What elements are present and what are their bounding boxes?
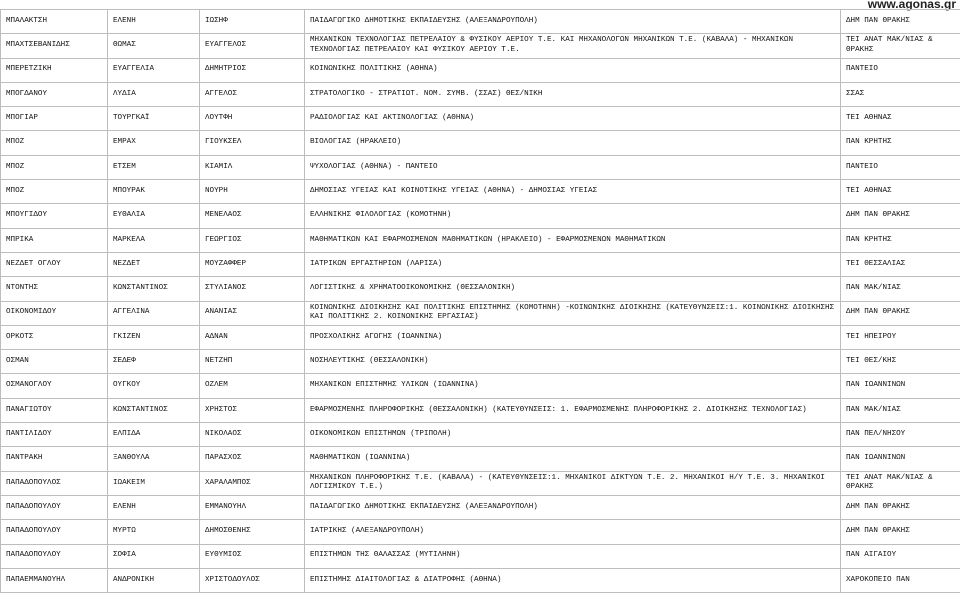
table-row [1,155,960,179]
department-cell: ΙΑΤΡΙΚΗΣ (ΑΛΕΞΑΝΔΡΟΥΠΟΛΗ) [305,520,841,544]
father-name-cell: ΜΕΝΕΛΑΟΣ [200,204,305,228]
first-name-cell: ΓΚΙΖΕΝ [108,325,200,349]
results-table [0,9,960,593]
father-name-cell: ΠΑΡΑΣΧΟΣ [200,447,305,471]
institution-cell: ΠΑΝ ΙΩΑΝΝΙΝΩΝ [841,374,960,398]
surname-cell: ΜΠΑΛΑΚΤΣΗ [1,10,108,34]
surname-cell: ΠΑΠΑΔΟΠΟΥΛΟΥ [1,495,108,519]
department-cell: ΠΑΙΔΑΓΩΓΙΚΟ ΔΗΜΟΤΙΚΗΣ ΕΚΠΑΙΔΕΥΣΗΣ (ΑΛΕΞΑΝΔΡΟΥΠΟΛΗ) [305,495,841,519]
table-row [1,228,960,252]
first-name-cell: ΕΥΑΓΓΕΛΙΑ [108,58,200,82]
table-row [1,277,960,301]
surname-cell: ΟΡΚΟΤΣ [1,325,108,349]
department-cell: ΝΟΣΗΛΕΥΤΙΚΗΣ (ΘΕΣΣΑΛΟΝΙΚΗ) [305,350,841,374]
institution-cell: ΠΑΝ ΠΕΛ/ΝΗΣΟΥ [841,423,960,447]
institution-cell: ΤΕΙ ΑΝΑΤ ΜΑΚ/ΝΙΑΣ & ΘΡΑΚΗΣ [841,471,960,495]
father-name-cell: ΝΕΤΖΗΠ [200,350,305,374]
table-row [1,180,960,204]
father-name-cell: ΚΙΑΜΙΛ [200,155,305,179]
department-cell: ΛΟΓΙΣΤΙΚΗΣ & ΧΡΗΜΑΤΟΟΙΚΟΝΟΜΙΚΗΣ (ΘΕΣΣΑΛΟΝΙΚΗ) [305,277,841,301]
father-name-cell: ΕΥΘΥΜΙΟΣ [200,544,305,568]
father-name-cell: ΓΙΟΥΚΣΕΛ [200,131,305,155]
department-cell: ΕΠΙΣΤΗΜΗΣ ΔΙΑΙΤΟΛΟΓΙΑΣ & ΔΙΑΤΡΟΦΗΣ (ΑΘΗΝΑ) [305,568,841,592]
father-name-cell: ΕΜΜΑΝΟΥΗΛ [200,495,305,519]
table-row [1,471,960,495]
department-cell: ΜΗΧΑΝΙΚΩΝ ΤΕΧΝΟΛΟΓΙΑΣ ΠΕΤΡΕΛΑΙΟΥ & ΦΥΣΙΚΟΥ ΑΕΡΙΟΥ Τ.Ε. ΚΑΙ ΜΗΧΑΝΟΛΟΓΩΝ ΜΗΧΑΝΙΚΩΝ Τ.Ε. (ΚΑΒΑΛΑ) - ΜΗΧΑΝΙΚΩΝ ΤΕΧΝΟΛΟΓΙΑΣ ΠΕΤΡΕΛΑΙΟΥ ΚΑΙ ΦΥΣΙΚΟΥ ΑΕΡΙΟΥ Τ.Ε. [305,34,841,58]
department-cell: ΒΙΟΛΟΓΙΑΣ (ΗΡΑΚΛΕΙΟ) [305,131,841,155]
table-row [1,58,960,82]
father-name-cell: ΔΗΜΗΤΡΙΟΣ [200,58,305,82]
department-cell: ΕΦΑΡΜΟΣΜΕΝΗΣ ΠΛΗΡΟΦΟΡΙΚΗΣ (ΘΕΣΣΑΛΟΝΙΚΗ) (ΚΑΤΕΥΘΥΝΣΕΙΣ: 1. ΕΦΑΡΜΟΣΜΕΝΗΣ ΠΛΗΡΟΦΟΡΙΚΗΣ 2. ΔΙΟΙΚΗΣΗΣ ΤΕΧΝΟΛΟΓΙΑΣ) [305,398,841,422]
institution-cell: ΠΑΝ ΙΩΑΝΝΙΝΩΝ [841,447,960,471]
table-row [1,34,960,58]
first-name-cell: ΣΕΔΕΦ [108,350,200,374]
institution-cell: ΤΕΙ ΘΕΣΣΑΛΙΑΣ [841,252,960,276]
department-cell: ΣΤΡΑΤΟΛΟΓΙΚΟ - ΣΤΡΑΤΙΩΤ. ΝΟΜ. ΣΥΜΒ. (ΣΣΑΣ) ΘΕΣ/ΝΙΚΗ [305,82,841,106]
father-name-cell: ΑΝΑΝΙΑΣ [200,301,305,325]
first-name-cell: ΕΛΠΙΔΑ [108,423,200,447]
first-name-cell: ΜΥΡΤΩ [108,520,200,544]
institution-cell: ΠΑΝ ΚΡΗΤΗΣ [841,131,960,155]
table-row [1,374,960,398]
surname-cell: ΝΤΟΝΤΗΣ [1,277,108,301]
institution-cell: ΠΑΝ ΜΑΚ/ΝΙΑΣ [841,277,960,301]
department-cell: ΕΠΙΣΤΗΜΩΝ ΤΗΣ ΘΑΛΑΣΣΑΣ (ΜΥΤΙΛΗΝΗ) [305,544,841,568]
institution-cell: ΤΕΙ ΗΠΕΙΡΟΥ [841,325,960,349]
institution-cell: ΔΗΜ ΠΑΝ ΘΡΑΚΗΣ [841,10,960,34]
institution-cell: ΤΕΙ ΑΘΗΝΑΣ [841,180,960,204]
first-name-cell: ΛΥΔΙΑ [108,82,200,106]
table-row [1,350,960,374]
first-name-cell: ΜΑΡΚΕΛΑ [108,228,200,252]
department-cell: ΔΗΜΟΣΙΑΣ ΥΓΕΙΑΣ ΚΑΙ ΚΟΙΝΟΤΙΚΗΣ ΥΓΕΙΑΣ (ΑΘΗΝΑ) - ΔΗΜΟΣΙΑΣ ΥΓΕΙΑΣ [305,180,841,204]
father-name-cell: ΟΖΛΕΜ [200,374,305,398]
table-row [1,10,960,34]
father-name-cell: ΧΡΙΣΤΟΔΟΥΛΟΣ [200,568,305,592]
department-cell: ΜΑΘΗΜΑΤΙΚΩΝ ΚΑΙ ΕΦΑΡΜΟΣΜΕΝΩΝ ΜΑΘΗΜΑΤΙΚΩΝ (ΗΡΑΚΛΕΙΟ) - ΕΦΑΡΜΟΣΜΕΝΩΝ ΜΑΘΗΜΑΤΙΚΩΝ [305,228,841,252]
institution-cell: ΣΣΑΣ [841,82,960,106]
father-name-cell: ΑΓΓΕΛΟΣ [200,82,305,106]
department-cell: ΕΛΛΗΝΙΚΗΣ ΦΙΛΟΛΟΓΙΑΣ (ΚΟΜΟΤΗΝΗ) [305,204,841,228]
first-name-cell: ΚΩΝΣΤΑΝΤΙΝΟΣ [108,277,200,301]
surname-cell: ΠΑΝΤΙΛΙΔΟΥ [1,423,108,447]
surname-cell: ΟΣΜΑΝ [1,350,108,374]
table-row [1,204,960,228]
table-row [1,447,960,471]
surname-cell: ΜΠΑΧΤΣΕΒΑΝΙΔΗΣ [1,34,108,58]
table-row [1,398,960,422]
surname-cell: ΜΠΟΓΔΑΝΟΥ [1,82,108,106]
father-name-cell: ΑΔΝΑΝ [200,325,305,349]
institution-cell: ΠΑΝ ΑΙΓΑΙΟΥ [841,544,960,568]
department-cell: ΚΟΙΝΩΝΙΚΗΣ ΔΙΟΙΚΗΣΗΣ ΚΑΙ ΠΟΛΙΤΙΚΗΣ ΕΠΙΣΤΗΜΗΣ (ΚΟΜΟΤΗΝΗ) -ΚΟΙΝΩΝΙΚΗΣ ΔΙΟΙΚΗΣΗΣ (ΚΑΤΕΥΘΥΝΣΕΙΣ:1. ΚΟΙΝΩΝΙΚΗΣ ΔΙΟΙΚΗΣΗΣ ΚΑΙ ΠΟΛΙΤΙΚΗΣ 2. ΚΟΙΝΩΝΙΚΗΣ ΕΡΓΑΣΙΑΣ) [305,301,841,325]
institution-cell: ΔΗΜ ΠΑΝ ΘΡΑΚΗΣ [841,301,960,325]
table-row [1,544,960,568]
department-cell: ΜΗΧΑΝΙΚΩΝ ΕΠΙΣΤΗΜΗΣ ΥΛΙΚΩΝ (ΙΩΑΝΝΙΝΑ) [305,374,841,398]
first-name-cell: ΞΑΝΘΟΥΛΑ [108,447,200,471]
first-name-cell: ΕΥΘΑΛΙΑ [108,204,200,228]
institution-cell: ΤΕΙ ΑΘΗΝΑΣ [841,107,960,131]
first-name-cell: ΑΓΓΕΛΙΝΑ [108,301,200,325]
department-cell: ΠΑΙΔΑΓΩΓΙΚΟ ΔΗΜΟΤΙΚΗΣ ΕΚΠΑΙΔΕΥΣΗΣ (ΑΛΕΞΑΝΔΡΟΥΠΟΛΗ) [305,10,841,34]
surname-cell: ΠΑΠΑΔΟΠΟΥΛΟΥ [1,544,108,568]
table-row [1,82,960,106]
first-name-cell: ΜΠΟΥΡΑΚ [108,180,200,204]
first-name-cell: ΑΝΔΡΟΝΙΚΗ [108,568,200,592]
institution-cell: ΠΑΝ ΚΡΗΤΗΣ [841,228,960,252]
table-row [1,423,960,447]
first-name-cell: ΣΟΦΙΑ [108,544,200,568]
table-row [1,568,960,592]
surname-cell: ΜΠΟΓΙΑΡ [1,107,108,131]
department-cell: ΠΡΟΣΧΟΛΙΚΗΣ ΑΓΩΓΗΣ (ΙΩΑΝΝΙΝΑ) [305,325,841,349]
institution-cell: ΤΕΙ ΘΕΣ/ΚΗΣ [841,350,960,374]
department-cell: ΟΙΚΟΝΟΜΙΚΩΝ ΕΠΙΣΤΗΜΩΝ (ΤΡΙΠΟΛΗ) [305,423,841,447]
department-cell: ΚΟΙΝΩΝΙΚΗΣ ΠΟΛΙΤΙΚΗΣ (ΑΘΗΝΑ) [305,58,841,82]
department-cell: ΜΑΘΗΜΑΤΙΚΩΝ (ΙΩΑΝΝΙΝΑ) [305,447,841,471]
surname-cell: ΜΠΟΖ [1,180,108,204]
surname-cell: ΟΣΜΑΝΟΓΛΟΥ [1,374,108,398]
surname-cell: ΜΠΟΖ [1,155,108,179]
first-name-cell: ΚΩΝΣΤΑΝΤΙΝΟΣ [108,398,200,422]
surname-cell: ΠΑΝΑΓΙΩΤΟΥ [1,398,108,422]
table-row [1,301,960,325]
table-row [1,495,960,519]
surname-cell: ΠΑΠΑΔΟΠΟΥΛΟΣ [1,471,108,495]
father-name-cell: ΝΟΥΡΗ [200,180,305,204]
first-name-cell: ΙΩΑΚΕΙΜ [108,471,200,495]
table-row [1,131,960,155]
institution-cell: ΔΗΜ ΠΑΝ ΘΡΑΚΗΣ [841,520,960,544]
first-name-cell: ΟΥΓΚΟΥ [108,374,200,398]
department-cell: ΙΑΤΡΙΚΩΝ ΕΡΓΑΣΤΗΡΙΩΝ (ΛΑΡΙΣΑ) [305,252,841,276]
institution-cell: ΠΑΝ ΜΑΚ/ΝΙΑΣ [841,398,960,422]
institution-cell: ΠΑΝΤΕΙΟ [841,58,960,82]
surname-cell: ΜΠΟΥΓΙΔΟΥ [1,204,108,228]
father-name-cell: ΣΤΥΛΙΑΝΟΣ [200,277,305,301]
first-name-cell: ΕΤΣΕΜ [108,155,200,179]
father-name-cell: ΙΩΣΗΦ [200,10,305,34]
institution-cell: ΤΕΙ ΑΝΑΤ ΜΑΚ/ΝΙΑΣ & ΘΡΑΚΗΣ [841,34,960,58]
surname-cell: ΜΠΡΙΚΑ [1,228,108,252]
results-table-body [1,10,960,593]
department-cell: ΡΑΔΙΟΛΟΓΙΑΣ ΚΑΙ ΑΚΤΙΝΟΛΟΓΙΑΣ (ΑΘΗΝΑ) [305,107,841,131]
institution-cell: ΠΑΝΤΕΙΟ [841,155,960,179]
site-watermark: www.agonas.gr [867,0,956,11]
father-name-cell: ΛΟΥΤΦΗ [200,107,305,131]
first-name-cell: ΘΩΜΑΣ [108,34,200,58]
surname-cell: ΟΙΚΟΝΟΜΙΔΟΥ [1,301,108,325]
institution-cell: ΔΗΜ ΠΑΝ ΘΡΑΚΗΣ [841,204,960,228]
father-name-cell: ΓΕΩΡΓΙΟΣ [200,228,305,252]
department-cell: ΜΗΧΑΝΙΚΩΝ ΠΛΗΡΟΦΟΡΙΚΗΣ Τ.Ε. (ΚΑΒΑΛΑ) - (ΚΑΤΕΥΘΥΝΣΕΙΣ:1. ΜΗΧΑΝΙΚΟΙ ΔΙΚΤΥΩΝ Τ.Ε. 2. ΜΗΧΑΝΙΚΟΙ Η/Υ Τ.Ε. 3. ΜΗΧΑΝΙΚΟΙ ΛΟΓΙΣΜΙΚΟΥ Τ.Ε.) [305,471,841,495]
first-name-cell: ΝΕΖΔΕΤ [108,252,200,276]
first-name-cell: ΕΛΕΝΗ [108,495,200,519]
institution-cell: ΔΗΜ ΠΑΝ ΘΡΑΚΗΣ [841,495,960,519]
first-name-cell: ΕΛΕΝΗ [108,10,200,34]
department-cell: ΨΥΧΟΛΟΓΙΑΣ (ΑΘΗΝΑ) - ΠΑΝΤΕΙΟ [305,155,841,179]
father-name-cell: ΧΑΡΑΛΑΜΠΟΣ [200,471,305,495]
first-name-cell: ΕΜΡΑΧ [108,131,200,155]
father-name-cell: ΝΙΚΟΛΑΟΣ [200,423,305,447]
surname-cell: ΝΕΖΔΕΤ ΟΓΛΟΥ [1,252,108,276]
surname-cell: ΜΠΟΖ [1,131,108,155]
table-row [1,107,960,131]
surname-cell: ΠΑΠΑΕΜΜΑΝΟΥΗΛ [1,568,108,592]
table-row [1,252,960,276]
surname-cell: ΠΑΠΑΔΟΠΟΥΛΟΥ [1,520,108,544]
institution-cell: ΧΑΡΟΚΟΠΕΙΟ ΠΑΝ [841,568,960,592]
first-name-cell: ΤΟΥΡΓΚΑΪ [108,107,200,131]
father-name-cell: ΜΟΥΖΑΦΦΕΡ [200,252,305,276]
surname-cell: ΜΠΕΡΕΤΖΙΚΗ [1,58,108,82]
father-name-cell: ΔΗΜΟΣΘΕΝΗΣ [200,520,305,544]
father-name-cell: ΕΥΑΓΓΕΛΟΣ [200,34,305,58]
father-name-cell: ΧΡΗΣΤΟΣ [200,398,305,422]
surname-cell: ΠΑΝΤΡΑΚΗ [1,447,108,471]
table-row [1,520,960,544]
table-row [1,325,960,349]
